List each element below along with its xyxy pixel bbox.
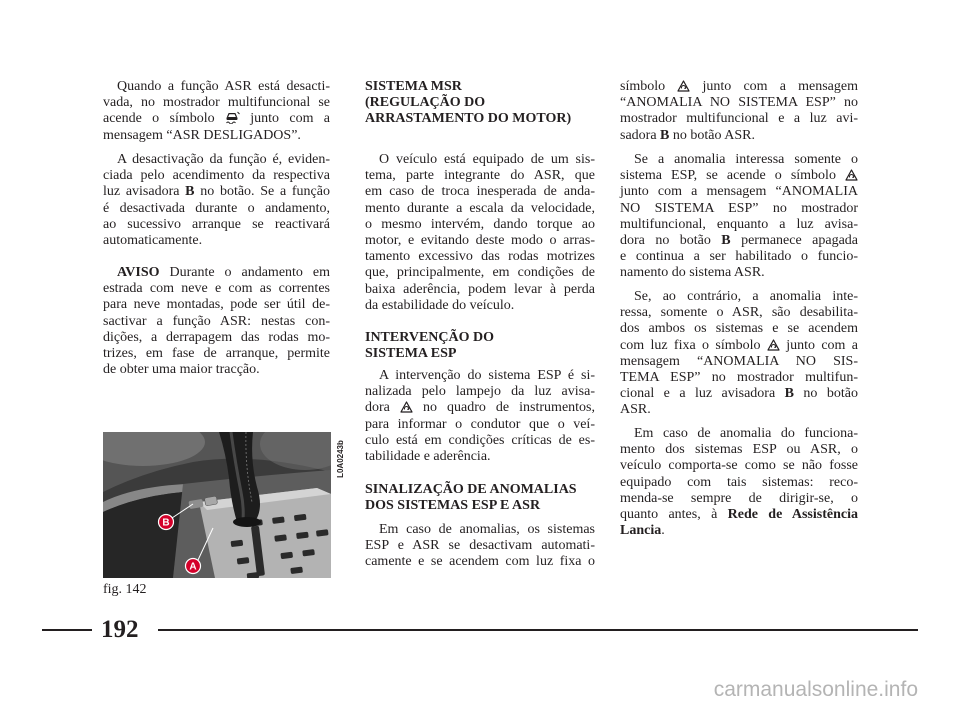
text-run: junto com a mensagem [690,79,859,94]
paragraph-anomalies [365,522,595,571]
text-run: sistema ESP, se acende o símbolo [620,168,845,184]
text-line [620,402,858,418]
text-line [620,442,858,458]
text-line [365,400,595,416]
paragraph-esp-anomaly [620,152,858,282]
console-button [204,496,217,506]
callout-label-a: A [189,561,197,573]
text-line [365,201,595,217]
text-run: da estabilidade do veículo. [365,297,515,313]
text-line [620,152,858,168]
text-run: nalizada pelo lampejo da luz avisa- [365,384,595,400]
text-line [365,538,595,554]
text-line [620,507,858,523]
text-run: que, principalmente, em condições de [365,265,595,281]
text-line [103,201,330,217]
text-line [365,282,595,298]
text-run: e continua a ser habilitado o funcio- [620,249,858,265]
text-line [365,433,595,449]
watermark: carmanualsonline.info [713,678,918,701]
text-run: Em caso de anomalia do funciona- [634,426,858,441]
text-run: símbolo [620,79,678,94]
text-run: O veículo está equipado de um sis- [379,152,595,167]
text-line [620,233,858,249]
text-run: quanto antes, à [620,506,728,522]
text-run: equipado com tais sistemas: reco- [620,474,858,490]
text-run: dora [365,400,400,416]
text-run: junto com a mensagem “ANOMALIA [620,184,858,200]
text-run: multifuncional, enquanto a luz avisa- [620,216,858,232]
text-line [620,184,858,200]
text-run: no quadro de instrumentos, [412,400,595,416]
section-heading-msr [365,79,595,128]
text-run: no botão [793,386,858,402]
figure-caption: fig. 142 [103,582,147,597]
text-run: tabilidade e aderência. [365,448,491,464]
text-line [620,458,858,474]
section-heading-anomalies [365,482,595,514]
gear-selector-photo [103,432,331,578]
text-run: namento do sistema ASR. [620,265,765,281]
text-run: em caso de troca inesperada de anda- [365,184,595,200]
text-line [103,233,330,249]
text-run: dora no botão [620,232,722,248]
paragraph-malfunction [620,426,858,539]
text-run: . [661,523,665,539]
text-line [103,111,330,127]
text-line [620,305,858,321]
text-run: ASR. [620,402,651,418]
paragraph-asr-off [103,79,330,144]
page-number: 192 [101,616,139,643]
bold-text: AVISO [117,265,160,280]
text-run: estrada com neve e com as correntes [103,281,330,297]
text-line [103,184,330,200]
text-line [365,233,595,249]
esp-warning-icon [767,338,780,354]
text-run: menda-se sempre de dirigir-se, o [620,490,858,506]
text-run: é desactivada durante o andamento, [103,200,330,216]
text-run: A intervenção do sistema ESP é si- [379,368,595,383]
text-line [620,370,858,386]
text-line [365,265,595,281]
text-run: de obter uma maior tracção. [103,362,260,378]
text-line [620,523,858,539]
bold-text: B [185,184,195,200]
text-run: mento durante a escala da velocidade, [365,200,595,216]
text-run: automaticamente. [103,232,203,248]
text-run: baixa aderência, podem levar à perda [365,281,595,297]
paragraph-msr [365,152,595,314]
text-run: NO SISTEMA ESP” no mostrador [620,200,858,216]
heading-line: (REGULAÇÃO DO [365,95,486,111]
text-run: sactivar a função ASR: nestas con- [103,313,330,329]
paragraph-warning [103,265,330,378]
text-run: veículo comporta-se como se não fosse [620,458,858,474]
text-run: Em caso de anomalias, os sistemas [379,522,595,537]
text-run: junto com a [779,337,858,353]
text-line [620,201,858,217]
text-line [365,168,595,184]
paragraph-esp-intervention [365,368,595,465]
text-line [365,152,595,168]
text-run: ESP e ASR se desactivam automati- [365,538,595,554]
bold-text: B [784,386,794,402]
asr-off-icon [225,111,240,127]
text-line [620,249,858,265]
text-line [620,338,858,354]
text-line [103,168,330,184]
bold-text: Lancia [620,523,662,539]
esp-warning-icon [845,168,858,184]
text-line [365,554,595,570]
text-line [103,346,330,362]
text-run: vada, no mostrador multifuncional se [103,95,330,111]
heading-line: INTERVENÇÃO DO [365,330,495,345]
text-line [620,354,858,370]
text-run: ao sucessivo arranque se reactivará [103,216,330,232]
text-line [620,289,858,305]
section-heading-esp [365,330,595,362]
text-run: “ANOMALIA NO SISTEMA ESP” no [620,95,858,111]
text-run: para informar o condutor que o veí- [365,416,595,432]
text-run: o mesmo intervém, dando torque ao [365,216,595,232]
text-line [365,522,595,538]
text-run: Se a anomalia interessa somente o [634,152,858,167]
text-line [103,314,330,330]
text-run: permanece apagada [730,232,858,248]
text-line [620,321,858,337]
text-line [103,95,330,111]
text-run: mostrador multifuncional e a luz avi- [620,111,858,127]
text-line [620,491,858,507]
paragraph-anomalies-continued [620,79,858,144]
text-run: mensagem “ANOMALIA NO SIS- [620,353,858,369]
text-line [103,152,330,168]
text-run: Durante o andamento em [159,265,330,280]
text-run: junto com a [239,111,330,127]
bold-text: B [721,232,731,248]
text-run: sadora [620,127,661,143]
text-run: culo está em condições críticas de es- [365,432,595,448]
text-line [365,384,595,400]
text-run: mento dos sistemas ESP ou ASR, o [620,442,858,458]
text-line [365,417,595,433]
heading-line: DOS SISTEMAS ESP E ASR [365,498,541,514]
footer-rule-left [42,629,92,631]
gear-lever-base [233,517,261,527]
text-line [103,362,330,378]
text-line [103,330,330,346]
text-line [103,297,330,313]
bold-text: Rede de Assistência [727,506,858,522]
text-line [103,217,330,233]
text-line [365,298,595,314]
bold-text: B [660,127,670,143]
text-line [365,217,595,233]
text-run: para neve montadas, pode ser útil de- [103,297,330,313]
text-run: dições, a derrapagem das rodas mo- [103,329,330,345]
text-run: acende o símbolo [103,111,225,127]
callout-label-b: B [162,517,170,529]
text-line [620,111,858,127]
heading-line: SISTEMA ESP [365,346,457,362]
text-run: no botão ASR. [669,127,755,143]
text-run: TEMA ESP” no mostrador multifun- [620,369,858,385]
text-run: trizes, em fase de arranque, permite [103,345,330,361]
text-run: luz avisadora [103,184,186,200]
paragraph-asr-anomaly [620,289,858,419]
text-line [103,128,330,144]
figure-code: L0A0243b [336,440,345,478]
heading-line: SISTEMA MSR [365,79,462,94]
esp-warning-icon [677,79,690,95]
text-run: no botão. Se a função [194,184,330,200]
paragraph-asr-deactivation [103,152,330,249]
text-run: tamento excessivo das rodas motrizes [365,249,595,265]
heading-line: SINALIZAÇÃO DE ANOMALIAS [365,482,577,497]
text-line [620,386,858,402]
text-run: tema, parte integrante do ASR, que [365,168,595,184]
text-run: A desactivação da função é, eviden- [117,152,330,167]
text-line [620,79,858,95]
text-line [103,79,330,95]
footer-rule-right [158,629,918,631]
text-line [620,128,858,144]
text-run: ressa, somente o ASR, são desabilita- [620,305,858,321]
text-run: ciada pelo acendimento da respectiva [103,168,330,184]
text-line [365,449,595,465]
text-line [620,475,858,491]
heading-line: ARRASTAMENTO DO MOTOR) [365,111,572,127]
text-line [620,95,858,111]
text-line [365,249,595,265]
text-run: cional e a luz avisadora [620,386,785,402]
text-run: camente e se acendem com luz fixa o [365,554,595,570]
text-line [620,265,858,281]
text-run: Quando a função ASR está desacti- [117,79,330,94]
text-line [103,265,330,281]
text-line [365,184,595,200]
text-run: dos ambos os sistemas e se acendem [620,321,858,337]
figure-photo [103,432,331,578]
text-line [620,426,858,442]
text-run: Se, ao contrário, a anomalia inte- [634,289,858,304]
text-line [103,281,330,297]
text-run: motor, e evitando deste modo o arras- [365,232,595,248]
esp-warning-icon [400,400,413,416]
text-line [620,168,858,184]
text-line [620,217,858,233]
text-run: mensagem “ASR DESLIGADOS”. [103,127,301,143]
text-run: com luz fixa o símbolo [620,337,767,353]
text-line [365,368,595,384]
